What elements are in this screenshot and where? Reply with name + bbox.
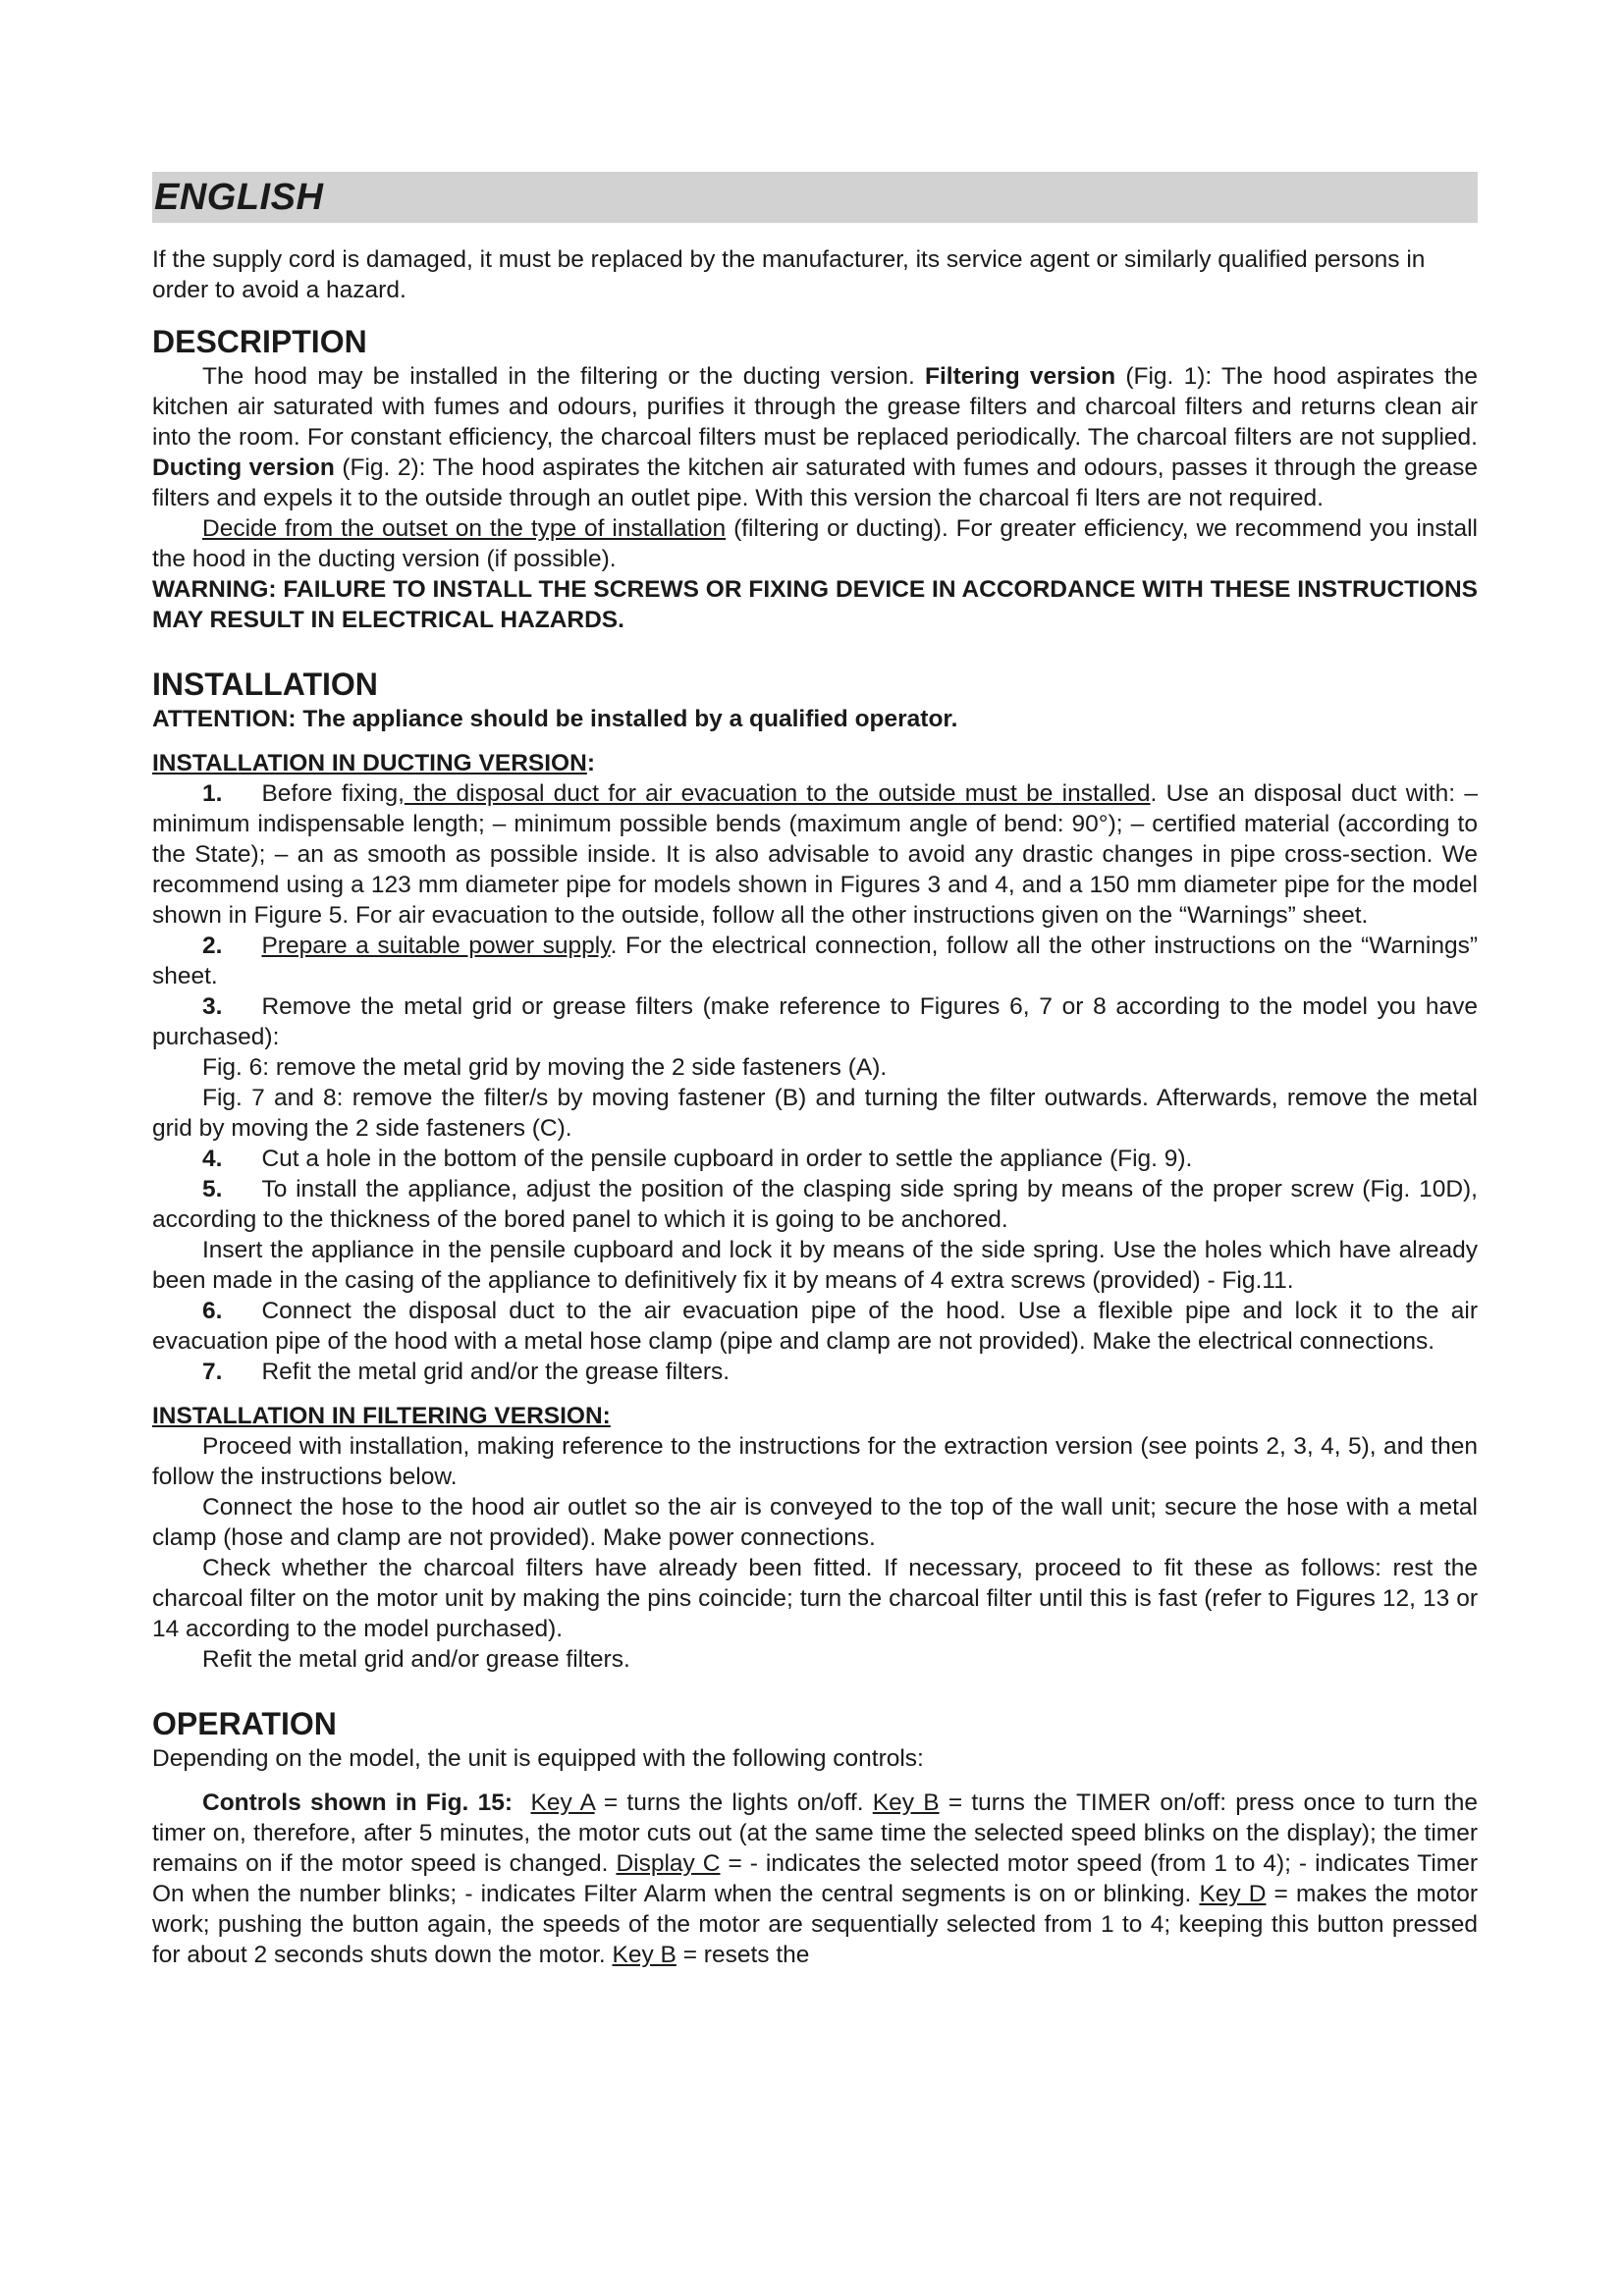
step-2: 2. Prepare a suitable power supply. For the electrical connection, follow all the other instructions on the “Warnings” sheet. xyxy=(152,933,1478,989)
step-5: 5. To install the appliance, adjust the position of the clasping side spring by means of the proper screw (Fig. 10D), according to the thickness of the bored panel to which it is going to be anchored. xyxy=(152,1176,1478,1233)
operation-intro: Depending on the model, the unit is equipped with the following controls: xyxy=(152,1745,924,1772)
manual-page xyxy=(152,172,1478,1970)
key-a-label: Key A xyxy=(530,1789,595,1816)
installation-type-paragraph: Decide from the outset on the type of installation (filtering or ducting). For greater efficiency, we recommend you install the hood in the ducting version (if possible). xyxy=(152,515,1478,572)
key-d-label: Key D xyxy=(1199,1881,1267,1907)
step-6: 6. Connect the disposal duct to the air evacuation pipe of the hood. Use a flexible pipe and lock it to the air evacuation pipe of the hood with a metal hose clamp (pipe and clamp are not provided). Make the electrical connections. xyxy=(152,1298,1478,1355)
ducting-version-label: Ducting version xyxy=(152,454,335,481)
insert-appliance-paragraph: Insert the appliance in the pensile cupboard and lock it by means of the side spring. Use the holes which have already been made in the casing of the appliance to definitively fix it by means of 4 extra screws (provided) - Fig.11. xyxy=(152,1237,1478,1294)
filtering-version-subheading: INSTALLATION IN FILTERING VERSION: xyxy=(152,1403,611,1429)
step-1: 1. Before fixing, the disposal duct for air evacuation to the outside must be installed. Use an disposal duct with: – minimum indispensable length; – minimum possible bends (maximum angle of bend: 90°); – certified material (according to the State); – an as smooth as possible inside. It is also advisable to avoid any drastic changes in pipe cross-section. We recommend using a 123 mm diameter pipe for models shown in Figures 3 and 4, and a 150 mm diameter pipe for the model shown in Figure 5. For air evacuation to the outside, follow all the other instructions given on the “Warnings” sheet. xyxy=(152,780,1478,929)
installation-heading: INSTALLATION xyxy=(152,667,378,702)
key-b-label: Key B xyxy=(872,1789,940,1816)
filtering-paragraph-1: Proceed with installation, making reference to the instructions for the extraction version (see points 2, 3, 4, 5), and then follow the instructions below. xyxy=(152,1433,1478,1490)
filtering-paragraph-2: Connect the hose to the hood air outlet so the air is conveyed to the top of the wall unit; secure the hose with a metal clamp (hose and clamp are not provided). Make power connections. xyxy=(152,1494,1478,1551)
description-heading: DESCRIPTION xyxy=(152,324,367,359)
step-7: 7. Refit the metal grid and/or the grease filters. xyxy=(202,1359,731,1385)
filtering-paragraph-4: Refit the metal grid and/or grease filters. xyxy=(202,1646,630,1673)
step-3: 3. Remove the metal grid or grease filters (make reference to Figures 6, 7 or 8 according to the model you have purchased): xyxy=(152,993,1478,1050)
fig6-note: Fig. 6: remove the metal grid by moving the 2 side fasteners (A). xyxy=(202,1054,888,1081)
controls-label: Controls shown in Fig. 15: xyxy=(202,1789,513,1816)
attention-text: ATTENTION: The appliance should be installed by a qualified operator. xyxy=(152,706,958,732)
supply-cord-notice: If the supply cord is damaged, it must be replaced by the manufacturer, its service agent or similarly qualified persons in order to avoid a hazard. xyxy=(152,246,1426,303)
fig7-8-note: Fig. 7 and 8: remove the filter/s by moving fastener (B) and turning the filter outwards. Afterwards, remove the metal grid by moving the 2 side fasteners (C). xyxy=(152,1085,1478,1142)
filtering-version-label: Filtering version xyxy=(925,363,1116,390)
language-header-bar xyxy=(152,172,1478,223)
controls-fig15-paragraph: Controls shown in Fig. 15: Key A = turns the lights on/off. Key B = turns the TIMER on/off: press once to turn the timer on, therefore, after 5 minutes, the motor cuts out (at the same time the selected speed blinks on the display); the timer remains on if the motor speed is changed. Display C = - indicates the selected motor speed (from 1 to 4); - indicates Timer On when the number blinks; - indicates Filter Alarm when the central segments is on or blinking. Key D = makes the motor work; pushing the button again, the speeds of the motor are sequentially selected from 1 to 4; keeping this button pressed for about 2 seconds shuts down the motor. Key B = resets the xyxy=(152,1789,1479,1968)
key-b-reset-label: Key B xyxy=(612,1942,677,1968)
filtering-paragraph-3: Check whether the charcoal filters have already been fitted. If necessary, proceed to fit these as follows: rest the charcoal filter on the motor unit by making the pins coincide; turn the charcoal filter until this is fast (refer to Figures 12, 13 or 14 according to the model purchased). xyxy=(152,1555,1478,1642)
display-c-label: Display C xyxy=(616,1850,721,1877)
operation-heading: OPERATION xyxy=(152,1706,337,1741)
description-paragraph: The hood may be installed in the filtering or the ducting version. Filtering version (Fig. 1): The hood aspirates the kitchen air saturated with fumes and odours, purifies it through the grease filters and charcoal filters and returns clean air into the room. For constant efficiency, the charcoal filters must be replaced periodically. The charcoal filters are not supplied. Ducting version (Fig. 2): The hood aspirates the kitchen air saturated with fumes and odours, passes it through the grease filters and expels it to the outside through an outlet pipe. With this version the charcoal fi lters are not required. xyxy=(152,363,1479,511)
warning-text: WARNING: FAILURE TO INSTALL THE SCREWS OR FIXING DEVICE IN ACCORDANCE WITH THESE INSTRUCTIONS MAY RESULT IN ELECTRICAL HAZARDS. xyxy=(152,576,1478,633)
step-4: 4. Cut a hole in the bottom of the pensile cupboard in order to settle the appliance (Fig. 9). xyxy=(202,1146,1193,1172)
ducting-version-subheading: INSTALLATION IN DUCTING VERSION: xyxy=(152,750,595,776)
language-heading: ENGLISH xyxy=(154,176,324,218)
